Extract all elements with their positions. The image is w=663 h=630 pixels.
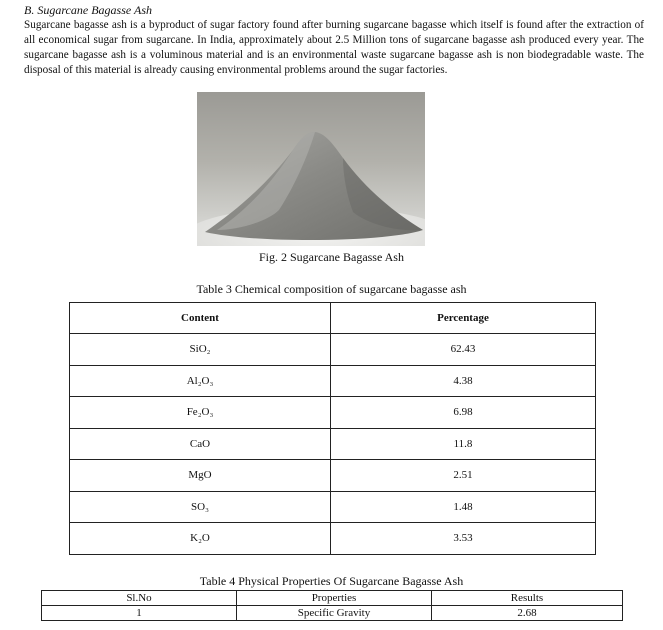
table-header-row — [42, 591, 623, 606]
figure-caption: Fig. 2 Sugarcane Bagasse Ash — [259, 250, 404, 264]
ash-pile-image — [197, 92, 425, 246]
content-cell: SO₃ — [70, 491, 331, 523]
content-cell: SiO₂ — [70, 334, 331, 366]
table4-caption: Table 4 Physical Properties Of Sugarcane Bagasse Ash — [199, 574, 464, 588]
table-row — [70, 491, 596, 523]
table-row — [70, 523, 596, 555]
column-header-results: Results — [432, 591, 623, 606]
table-row — [70, 365, 596, 397]
percentage-cell: 2.51 — [331, 460, 596, 492]
section-heading: B. Sugarcane Bagasse Ash — [24, 3, 152, 17]
percentage-cell: 11.8 — [331, 428, 596, 460]
section-paragraph: Sugarcane bagasse ash is a byproduct of sugar factory found after burning sugarcane bagasse which itself is found after the extraction of all economical sugar from sugarcane. In India, approximately about 2.5 Million tons of sugarcane bagasse ash produced every year. The sugarcane bagasse ash is a voluminous material and is an environmental waste sugarcane bagasse ash is non biodegradable waste. The disposal of this material is already causing environmental problems around the sugar factories. — [24, 19, 644, 76]
table-row — [70, 460, 596, 492]
table3-caption: Table 3 Chemical composition of sugarcane bagasse ash — [196, 282, 467, 296]
column-header-content: Content — [70, 303, 331, 334]
table-row — [70, 334, 596, 366]
result-cell: 2.68 — [432, 606, 623, 621]
content-cell: Al₂O₃ — [70, 365, 331, 397]
percentage-cell: 3.53 — [331, 523, 596, 555]
column-header-percentage: Percentage — [331, 303, 596, 334]
table-row — [42, 606, 623, 621]
chemical-composition-table — [69, 302, 596, 555]
content-cell: K₂O — [70, 523, 331, 555]
table-row — [70, 397, 596, 429]
percentage-cell: 1.48 — [331, 491, 596, 523]
bagasse-ash-photo — [197, 92, 425, 246]
column-header-properties: Properties — [237, 591, 432, 606]
content-cell: MgO — [70, 460, 331, 492]
content-cell: CaO — [70, 428, 331, 460]
content-cell: Fe₂O₃ — [70, 397, 331, 429]
table-row — [70, 428, 596, 460]
percentage-cell: 62.43 — [331, 334, 596, 366]
percentage-cell: 4.38 — [331, 365, 596, 397]
property-cell: Specific Gravity — [237, 606, 432, 621]
physical-properties-table — [41, 590, 623, 621]
table-header-row — [70, 303, 596, 334]
percentage-cell: 6.98 — [331, 397, 596, 429]
slno-cell: 1 — [42, 606, 237, 621]
column-header-slno: Sl.No — [42, 591, 237, 606]
